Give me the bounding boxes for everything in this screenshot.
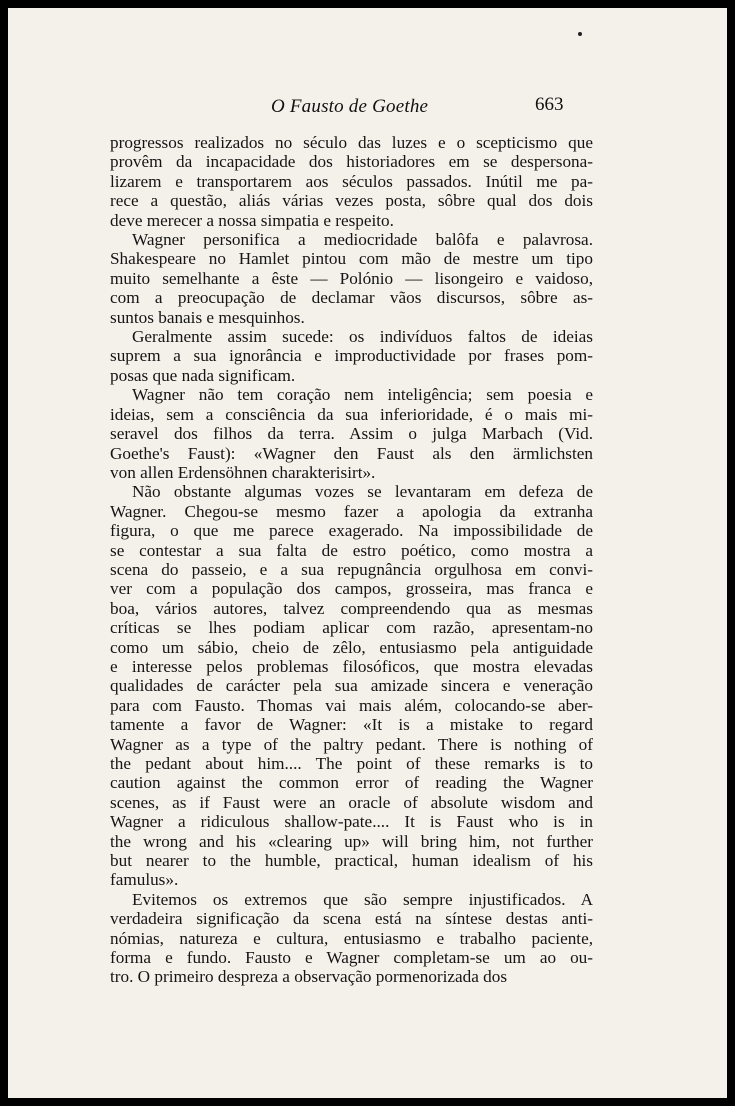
page-header: [8, 94, 727, 124]
text-line: Wagner a ridiculous shallow-pate.... It is Faust who is in: [110, 812, 593, 832]
text-line: posas que nada significam.: [110, 365, 296, 385]
text-line: the pedant about him.... The point of these remarks is to: [110, 754, 593, 773]
text-line: Evitemos os extremos que são sempre injustificados. A: [132, 889, 593, 909]
text-line: Wagner as a type of the paltry pedant. There is nothing of: [110, 734, 593, 754]
text-line: figura, o que me parece exagerado. Na impossibilidade de: [110, 521, 593, 541]
text-line: verdadeira significação da scena está na síntese destas anti-: [110, 909, 593, 929]
text-line: suntos banais e mesquinhos.: [110, 307, 305, 327]
ink-speck: [578, 32, 582, 36]
text-line: Goethe's Faust): «Wagner den Faust als den ärmlichsten: [110, 443, 593, 463]
text-line: provêm da incapacidade dos historiadores em se despersona-: [110, 152, 593, 172]
paragraph: [110, 230, 593, 327]
text-line: Wagner personifica a mediocridade balôfa e palavrosa.: [132, 230, 593, 250]
text-line: e interesse pelos problemas filosóficos, que mostra elevadas: [110, 656, 593, 676]
text-line: Wagner. Chegou-se mesmo fazer a apologia da extranha: [110, 501, 593, 521]
text-line: como um sábio, cheio de zêlo, entusiasmo pela antiguidade: [110, 637, 593, 657]
text-line: von allen Erdensöhnen charakterisirt».: [110, 462, 376, 482]
text-line: progressos realizados no século das luzes e o scepticismo que: [110, 133, 593, 152]
text-line: com a preocupação de declamar vãos discursos, sôbre as-: [110, 288, 593, 308]
text-line: Geralmente assim sucede: os indivíduos faltos de ideias: [132, 327, 593, 347]
running-title: O Fausto de Goethe: [271, 96, 429, 117]
text-line: críticas se lhes podiam aplicar com razão, apresentam-no: [110, 618, 593, 638]
text-line: tamente a favor de Wagner: «It is a mistake to regard: [110, 715, 593, 735]
text-line: forma e fundo. Fausto e Wagner completam-se um ao ou-: [110, 948, 593, 968]
text-line: Não obstante algumas vozes se levantaram em defeza de: [132, 482, 593, 502]
book-page: [8, 8, 727, 1098]
text-line: famulus».: [110, 870, 179, 890]
body-text: [110, 133, 593, 987]
text-line: caution against the common error of reading the Wagner: [110, 773, 593, 793]
text-line: ver com a população dos campos, grosseira, mas franca e: [110, 579, 593, 599]
text-line: Wagner não tem coração nem inteligência; sem poesia e: [132, 385, 593, 405]
paragraph: [110, 327, 593, 385]
text-line: lizarem e transportarem aos séculos passados. Inútil me pa-: [110, 171, 593, 191]
text-line: tro. O primeiro despreza a observação pormenorizada dos: [110, 967, 508, 987]
text-line: se contestar a sua falta de estro poético, como mostra a: [110, 540, 593, 560]
paragraph: [110, 133, 593, 230]
text-line: nómias, natureza e cultura, entusiasmo e trabalho paciente,: [110, 928, 593, 948]
text-line: scena do passeio, e a sua repugnância orgulhosa em convi-: [110, 559, 593, 579]
text-line: Shakespeare no Hamlet pintou com mão de mestre um tipo: [110, 249, 593, 269]
paragraph: [110, 890, 593, 987]
text-line: seravel dos filhos da terra. Assim o julga Marbach (Vid.: [110, 424, 593, 444]
text-line: rece a questão, aliás várias vezes posta, sôbre qual dos dois: [110, 191, 593, 211]
text-line: suprem a sua ignorância e improductividade por frases pom-: [110, 346, 593, 366]
text-line: but nearer to the humble, practical, human idealism of his: [110, 851, 593, 871]
text-line: boa, vários autores, talvez compreendendo qua as mesmas: [110, 598, 593, 618]
text-line: the wrong and his «clearing up» will bring him, not further: [110, 831, 593, 851]
text-line: qualidades de carácter pela sua amizade sincera e veneração: [110, 676, 593, 696]
paragraph: [110, 482, 593, 890]
paragraph: [110, 385, 593, 482]
page-number: 663: [535, 94, 564, 115]
text-line: scenes, as if Faust were an oracle of absolute wisdom and: [110, 792, 593, 812]
text-line: deve merecer a nossa simpatia e respeito.: [110, 210, 394, 230]
text-line: ideias, sem a consciência da sua inferioridade, é o mais mi-: [110, 404, 593, 424]
text-line: muito semelhante a êste — Polónio — lisongeiro e vaidoso,: [110, 268, 593, 288]
text-line: para com Fausto. Thomas vai mais além, colocando-se aber-: [110, 695, 593, 715]
